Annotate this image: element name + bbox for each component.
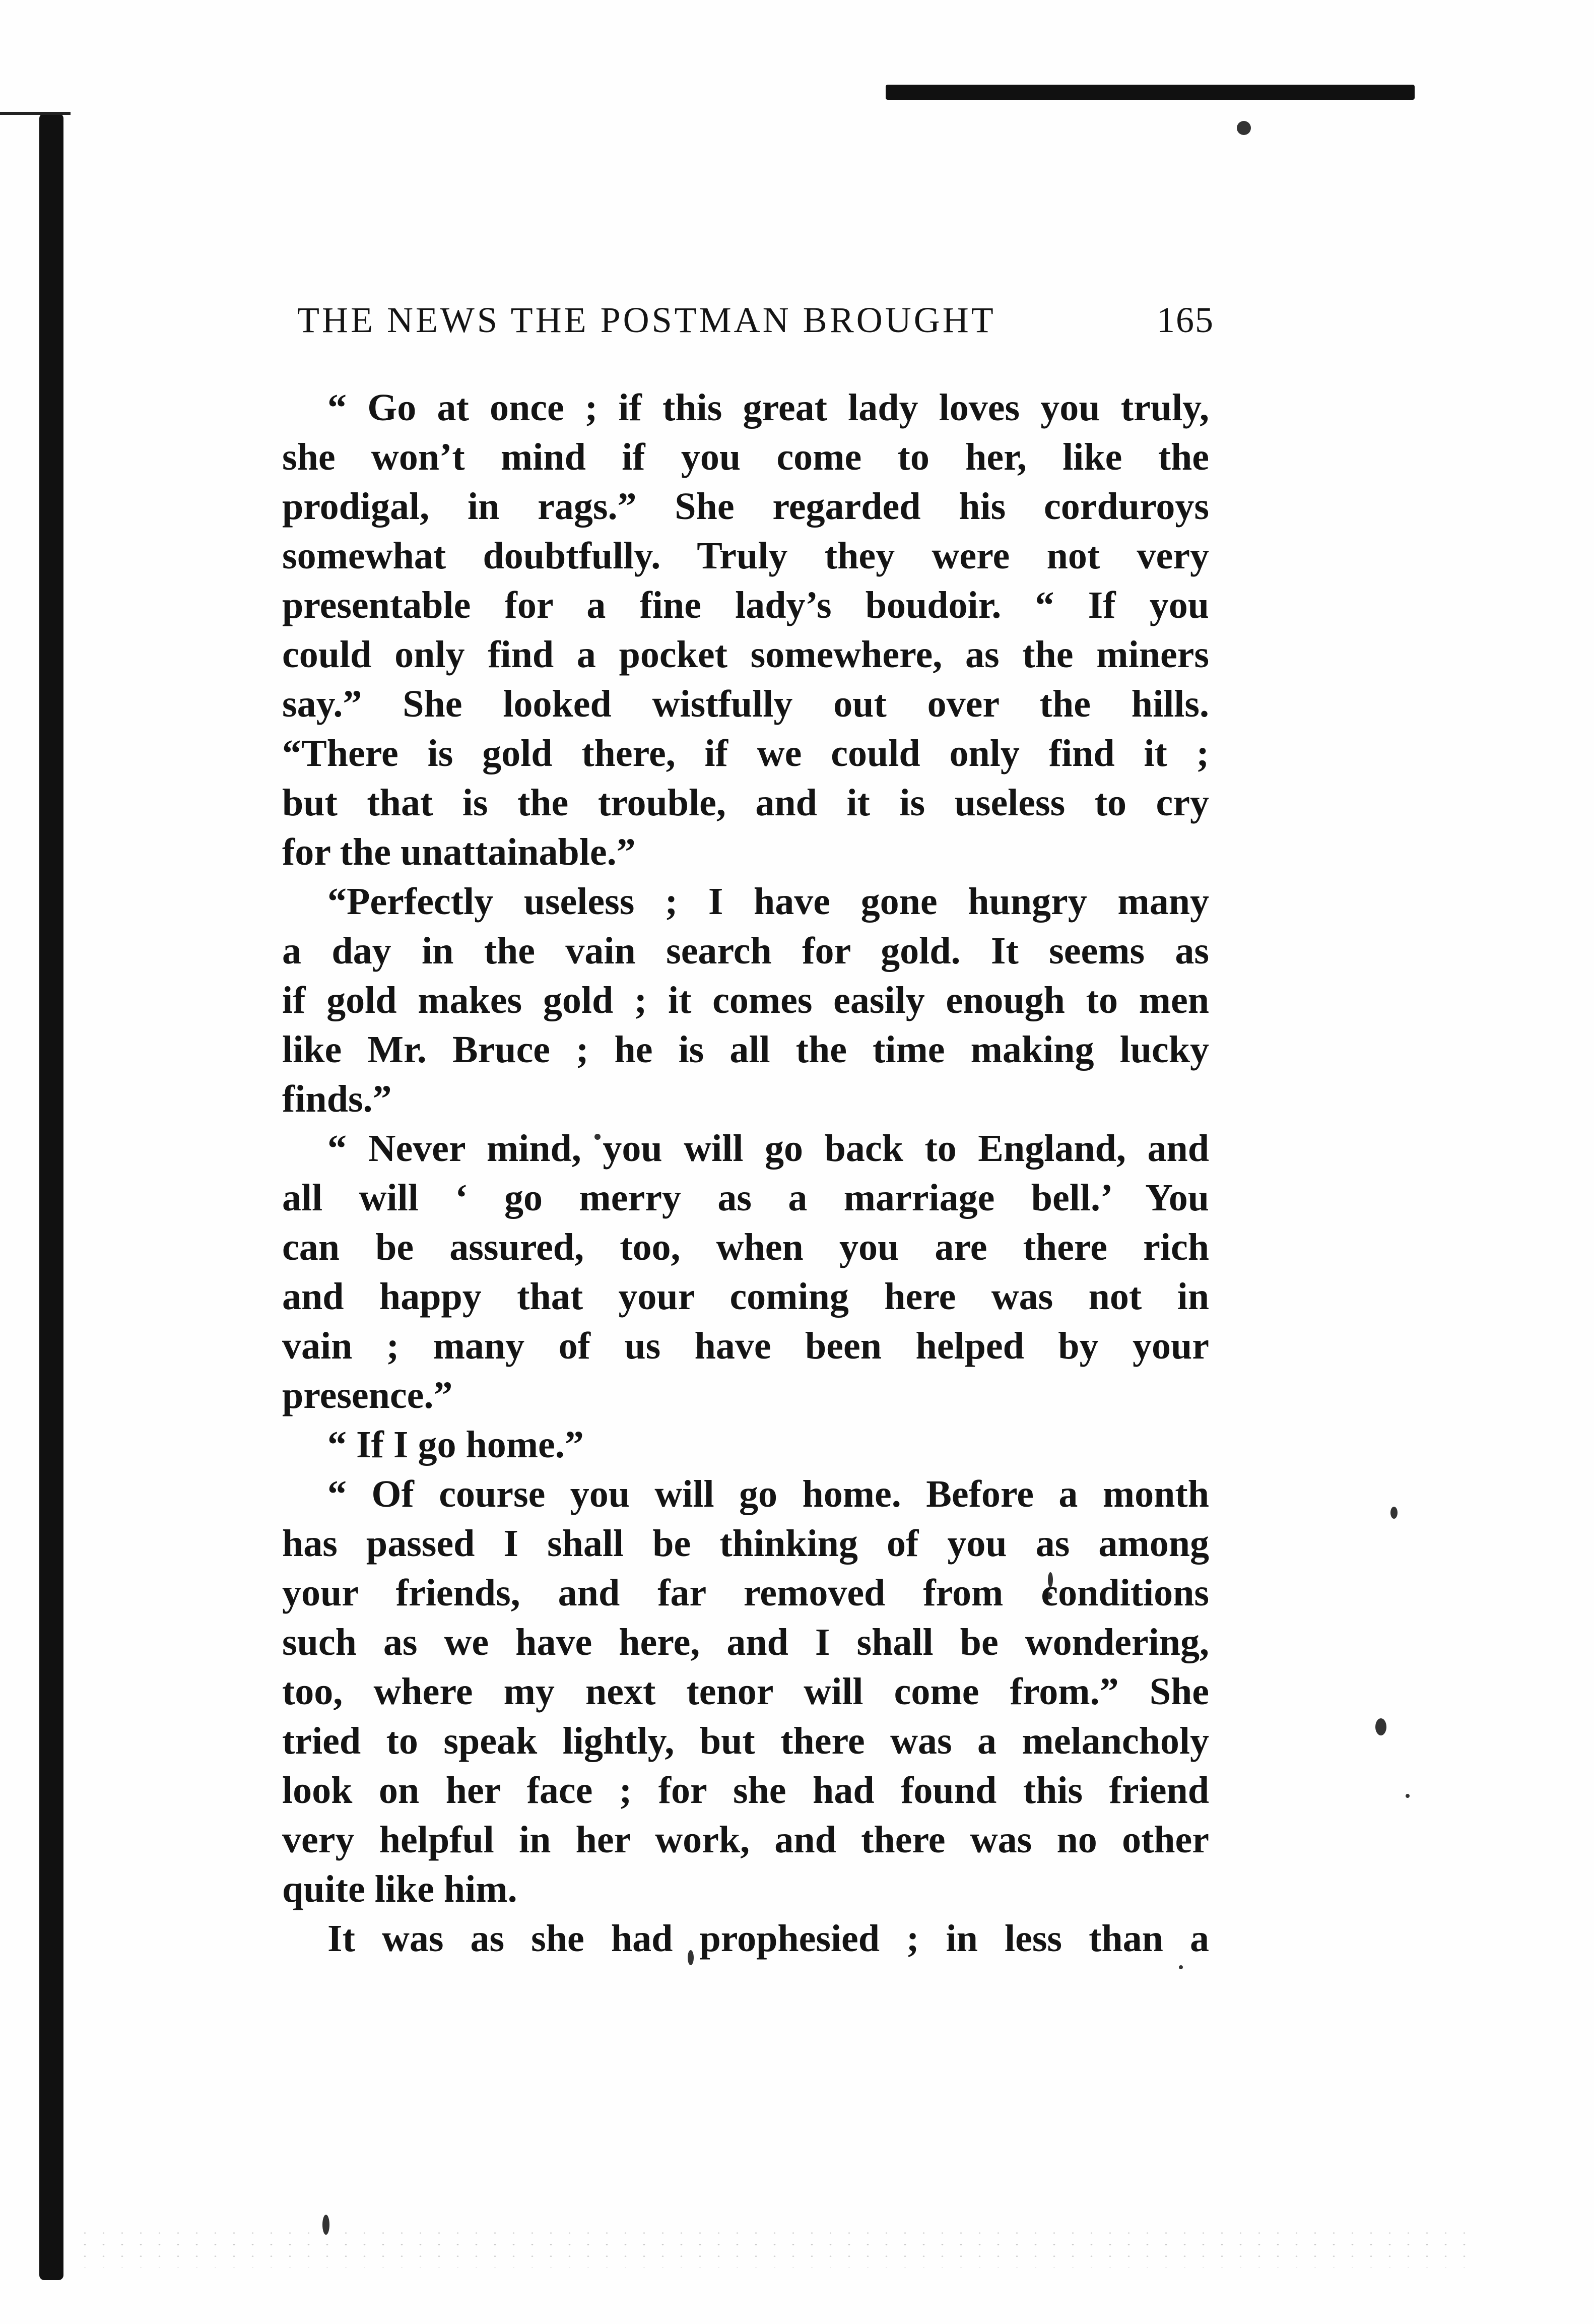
text-line: quite like him.: [282, 1868, 517, 1910]
text-line: and happy that your coming here was not in: [282, 1275, 1209, 1318]
text-line: “ Go at once ; if this great lady loves you truly,: [327, 386, 1209, 429]
running-title: THE NEWS THE POSTMAN BROUGHT: [297, 300, 996, 340]
text-line: look on her face ; for she had found this friend: [282, 1769, 1209, 1812]
speck: [1237, 121, 1251, 135]
text-line: tried to speak lightly, but there was a melancholy: [282, 1720, 1209, 1762]
scan-edge-line: [0, 112, 71, 115]
text-line: somewhat doubtfully. Truly they were not very: [282, 535, 1209, 577]
body-text: [282, 383, 1209, 1963]
text-line: for the unattainable.”: [282, 831, 636, 873]
text-line: like Mr. Bruce ; he is all the time making lucky: [282, 1028, 1209, 1071]
scan-edge-bar: [886, 85, 1415, 100]
text-line: but that is the trouble, and it is useless to cry: [282, 782, 1209, 824]
speck: [1390, 1507, 1398, 1519]
text-line: such as we have here, and I shall be wondering,: [282, 1621, 1209, 1663]
text-line: presence.”: [282, 1374, 453, 1416]
speck: [1375, 1718, 1386, 1735]
scan-noise: [76, 2227, 1476, 2268]
running-header: [297, 292, 1214, 348]
speck: [1179, 1965, 1183, 1969]
text-line: if gold makes gold ; it comes easily enough to men: [282, 979, 1209, 1021]
text-line: “ If I go home.”: [327, 1424, 584, 1466]
text-line: could only find a pocket somewhere, as the miners: [282, 633, 1209, 676]
text-line: has passed I shall be thinking of you as among: [282, 1522, 1209, 1565]
text-line: your friends, and far removed from conditions: [282, 1572, 1209, 1614]
text-line: presentable for a fine lady’s boudoir. “ If you: [282, 584, 1209, 626]
binding-shadow: [39, 113, 63, 2280]
text-line: finds.”: [282, 1078, 392, 1120]
text-line: all will ‘ go merry as a marriage bell.’ You: [282, 1177, 1209, 1219]
text-line: “ Never mind, you will go back to England, and: [327, 1127, 1209, 1170]
text-line: very helpful in her work, and there was no other: [282, 1819, 1209, 1861]
text-line: she won’t mind if you come to her, like the: [282, 436, 1209, 478]
text-line: say.” She looked wistfully out over the hills.: [282, 683, 1209, 725]
text-line: a day in the vain search for gold. It seems as: [282, 930, 1209, 972]
text-line: prodigal, in rags.” She regarded his corduroys: [282, 485, 1209, 528]
speck: [1406, 1794, 1410, 1798]
text-line: too, where my next tenor will come from.” She: [282, 1670, 1209, 1713]
text-line: “Perfectly useless ; I have gone hungry many: [327, 880, 1209, 923]
speck: [322, 2215, 329, 2235]
text-line: can be assured, too, when you are there rich: [282, 1226, 1209, 1268]
page-number: 165: [1157, 300, 1214, 340]
text-line: It was as she had prophesied ; in less than a: [327, 1917, 1209, 1960]
text-line: vain ; many of us have been helped by your: [282, 1325, 1209, 1367]
text-line: “ Of course you will go home. Before a month: [327, 1473, 1209, 1515]
text-line: “There is gold there, if we could only find it ;: [282, 732, 1209, 774]
